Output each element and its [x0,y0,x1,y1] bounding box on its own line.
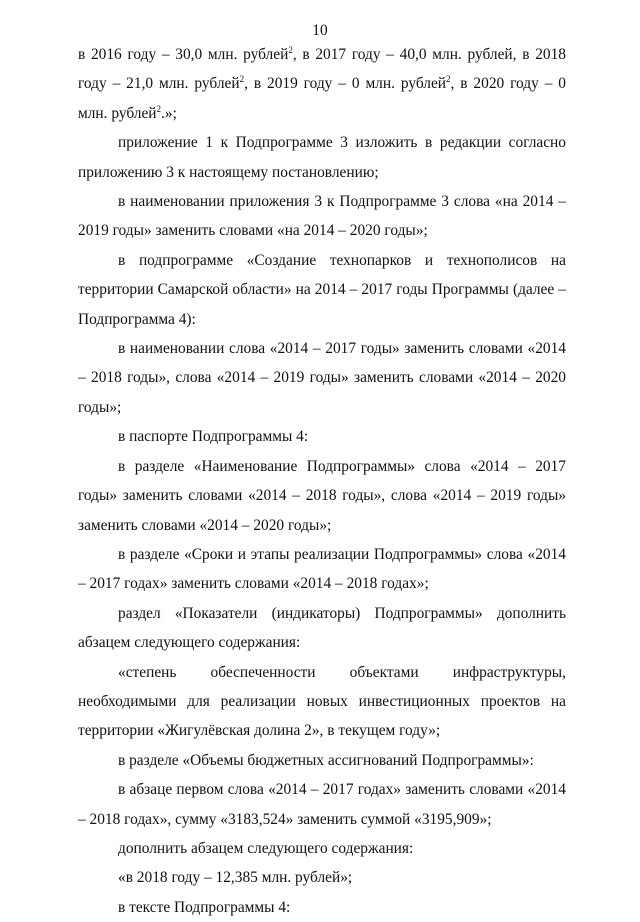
document-body [78,40,566,922]
paragraph-subprogram-4: в подпрограмме «Создание технопарков и технополисов на территории Самарской области» на 2014 – 2017 годы Программы (далее – Подпрограмма 4): [78,251,566,328]
paragraph-add-abzac: дополнить абзацем следующего содержания: [118,839,414,857]
paragraph-appendix-3-title: в наименовании приложения 3 к Подпрограмме 3 слова «на 2014 – 2019 годы» заменить словами «на 2014 – 2020 годы»; [78,193,566,240]
paragraph-indicator-text: «степень обеспеченности объектами инфраструктуры, необходимыми для реализации новых инвестиционных проектов на территории «Жигулёвская долина 2», в текущем году»; [78,663,566,740]
paragraph-passport: в паспорте Подпрограммы 4: [118,428,309,446]
page-number: 10 [312,22,328,39]
paragraph-budget-first: в абзаце первом слова «2014 – 2017 годах» заменить словами «2014 – 2018 годах», сумму «3183,524» заменить суммой «3195,909»; [78,781,566,828]
paragraph-subprogram-text: в тексте Подпрограммы 4: [118,898,291,916]
paragraph-section-budget: в разделе «Объемы бюджетных ассигнований Подпрограммы»: [118,751,534,769]
paragraph-section-indicators: раздел «Показатели (индикаторы) Подпрограммы» дополнить абзацем следующего содержания: [78,604,566,652]
paragraph-section-name: в разделе «Наименование Подпрограммы» слова «2014 – 2017 годы» заменить словами «2014 – 2018 годы», слова «2014 – 2019 годы» заменить словами «2014 – 2020 годы»; [78,457,566,534]
paragraph-2018-amount: «в 2018 году – 12,385 млн. рублей»; [118,869,353,887]
paragraph-section-terms: в разделе «Сроки и этапы реализации Подпрограммы» слова «2014 – 2017 годах» заменить словами «2014 – 2018 годах»; [78,545,566,593]
funding-2018-2020: в 2018 году – 21,0 млн. рублей$^2$, в 2019 году – 0 млн. рублей$^2$, в 2020 году – 0 млн. рублей$^2$.»; [78,46,567,122]
paragraph-funding-continuation [78,40,566,128]
funding-2016-2017: в 2016 году – 30,0 млн. рублей$^2$, в 2017 году – 40,0 млн. рублей, [78,45,517,63]
paragraph-appendix-1: приложение 1 к Подпрограмме 3 изложить в редакции согласно приложению 3 к настоящему постановлению; [78,134,566,181]
paragraph-subprogram-4-title: в наименовании слова «2014 – 2017 годы» заменить словами «2014 – 2018 годы», слова «2014 – 2019 годы» заменить словами «2014 – 2020 годы»; [78,340,566,416]
